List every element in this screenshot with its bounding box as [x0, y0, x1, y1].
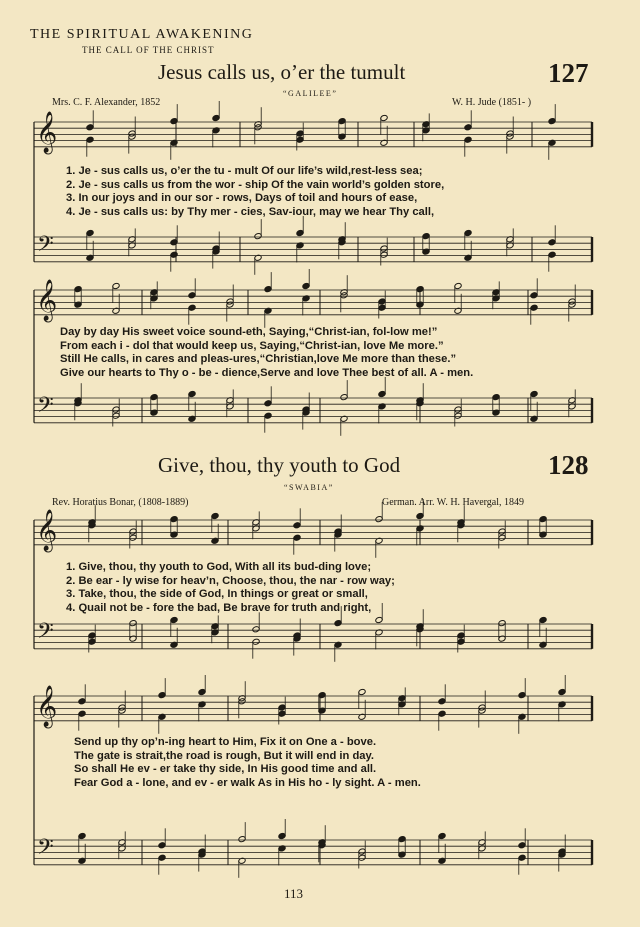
lyric-line: 4. Quail not be - fore the bad, Be brave for truth and right,	[66, 601, 372, 614]
hymn-127-system-1-treble-clef: 𝄞	[36, 112, 58, 153]
lyric-line: Fear God a - lone, and ev - er walk As in His ho - ly sight. A - men.	[74, 776, 421, 789]
hymn-127-system-1-bass-clef: 𝄢	[37, 232, 54, 262]
lyric-line: 3. Take, thou, the side of God, In things or great or small,	[66, 588, 368, 601]
hymn-128-system-1-bass-clef: 𝄢	[37, 619, 54, 649]
hymn-128-composer: German. Arr. W. H. Havergal, 1849	[382, 497, 525, 508]
lyric-line: 4. Je - sus calls us: by Thy mer - cies, Sav-iour, may we hear Thy call,	[66, 205, 435, 218]
lyric-line: From each i - dol that would keep us, Saying,“Christ-ian, love Me more.”	[60, 339, 444, 352]
lyric-line: 1. Give, thou, thy youth to God, With all its bud-ding love;	[66, 561, 372, 573]
lyric-line: 1. Je - sus calls us, o’er the tu - mult Of our life’s wild,rest-less sea;	[66, 165, 423, 177]
section-title: THE SPIRITUAL AWAKENING	[30, 27, 254, 42]
lyric-line: 3. In our joys and in our sor - rows, Days of toil and hours of ease,	[66, 192, 418, 205]
lyric-line: Still He calls, in cares and pleas-ures,“Christian,love Me more than these.”	[60, 353, 457, 366]
hymn-127-composer: W. H. Jude (1851- )	[452, 97, 532, 108]
hymn-128-author: Rev. Horatius Bonar, (1808-1889)	[52, 497, 189, 508]
hymn-127-title: Jesus calls us, o’er the tumult	[158, 60, 406, 84]
page-number: 113	[284, 886, 304, 901]
hymn-127-author: Mrs. C. F. Alexander, 1852	[52, 97, 161, 108]
hymn-127-tune: “GALILEE”	[283, 89, 338, 98]
hymn-128-system-2-treble-clef: 𝄞	[36, 686, 58, 727]
lyric-line: 2. Je - sus calls us from the wor - ship Of the vain world’s golden store,	[66, 178, 445, 191]
lyric-line: So shall He ev - er take thy side, In His good time and all.	[74, 763, 377, 776]
lyric-line: Send up thy op’n-ing heart to Him, Fix it on One a - bove.	[74, 736, 377, 748]
hymn-127-system-2-treble-clef: 𝄞	[36, 280, 58, 321]
hymn-128-system-2-bass-clef: 𝄢	[37, 835, 54, 865]
hymn-127-system-2-bass-clef: 𝄢	[37, 393, 54, 423]
hymn-128-system-1-treble-clef: 𝄞	[36, 510, 58, 551]
subsection-title: THE CALL OF THE CHRIST	[82, 45, 215, 55]
lyric-line: 2. Be ear - ly wise for heav’n, Choose, thou, the nar - row way;	[66, 574, 395, 587]
hymn-127-number: 127	[548, 58, 589, 88]
hymn-128-title: Give, thou, thy youth to God	[158, 453, 401, 477]
lyric-line: The gate is strait,the road is rough, But it will end in day.	[74, 749, 375, 762]
lyric-line: Give our hearts to Thy o - be - dience,Serve and love Thee best of all. A - men.	[60, 366, 474, 379]
hymn-128-tune: “SWABIA”	[284, 483, 334, 492]
lyric-line: Day by day His sweet voice sound-eth, Saying,“Christ-ian, fol-low me!”	[60, 326, 438, 338]
hymn-128-number: 128	[548, 450, 589, 480]
